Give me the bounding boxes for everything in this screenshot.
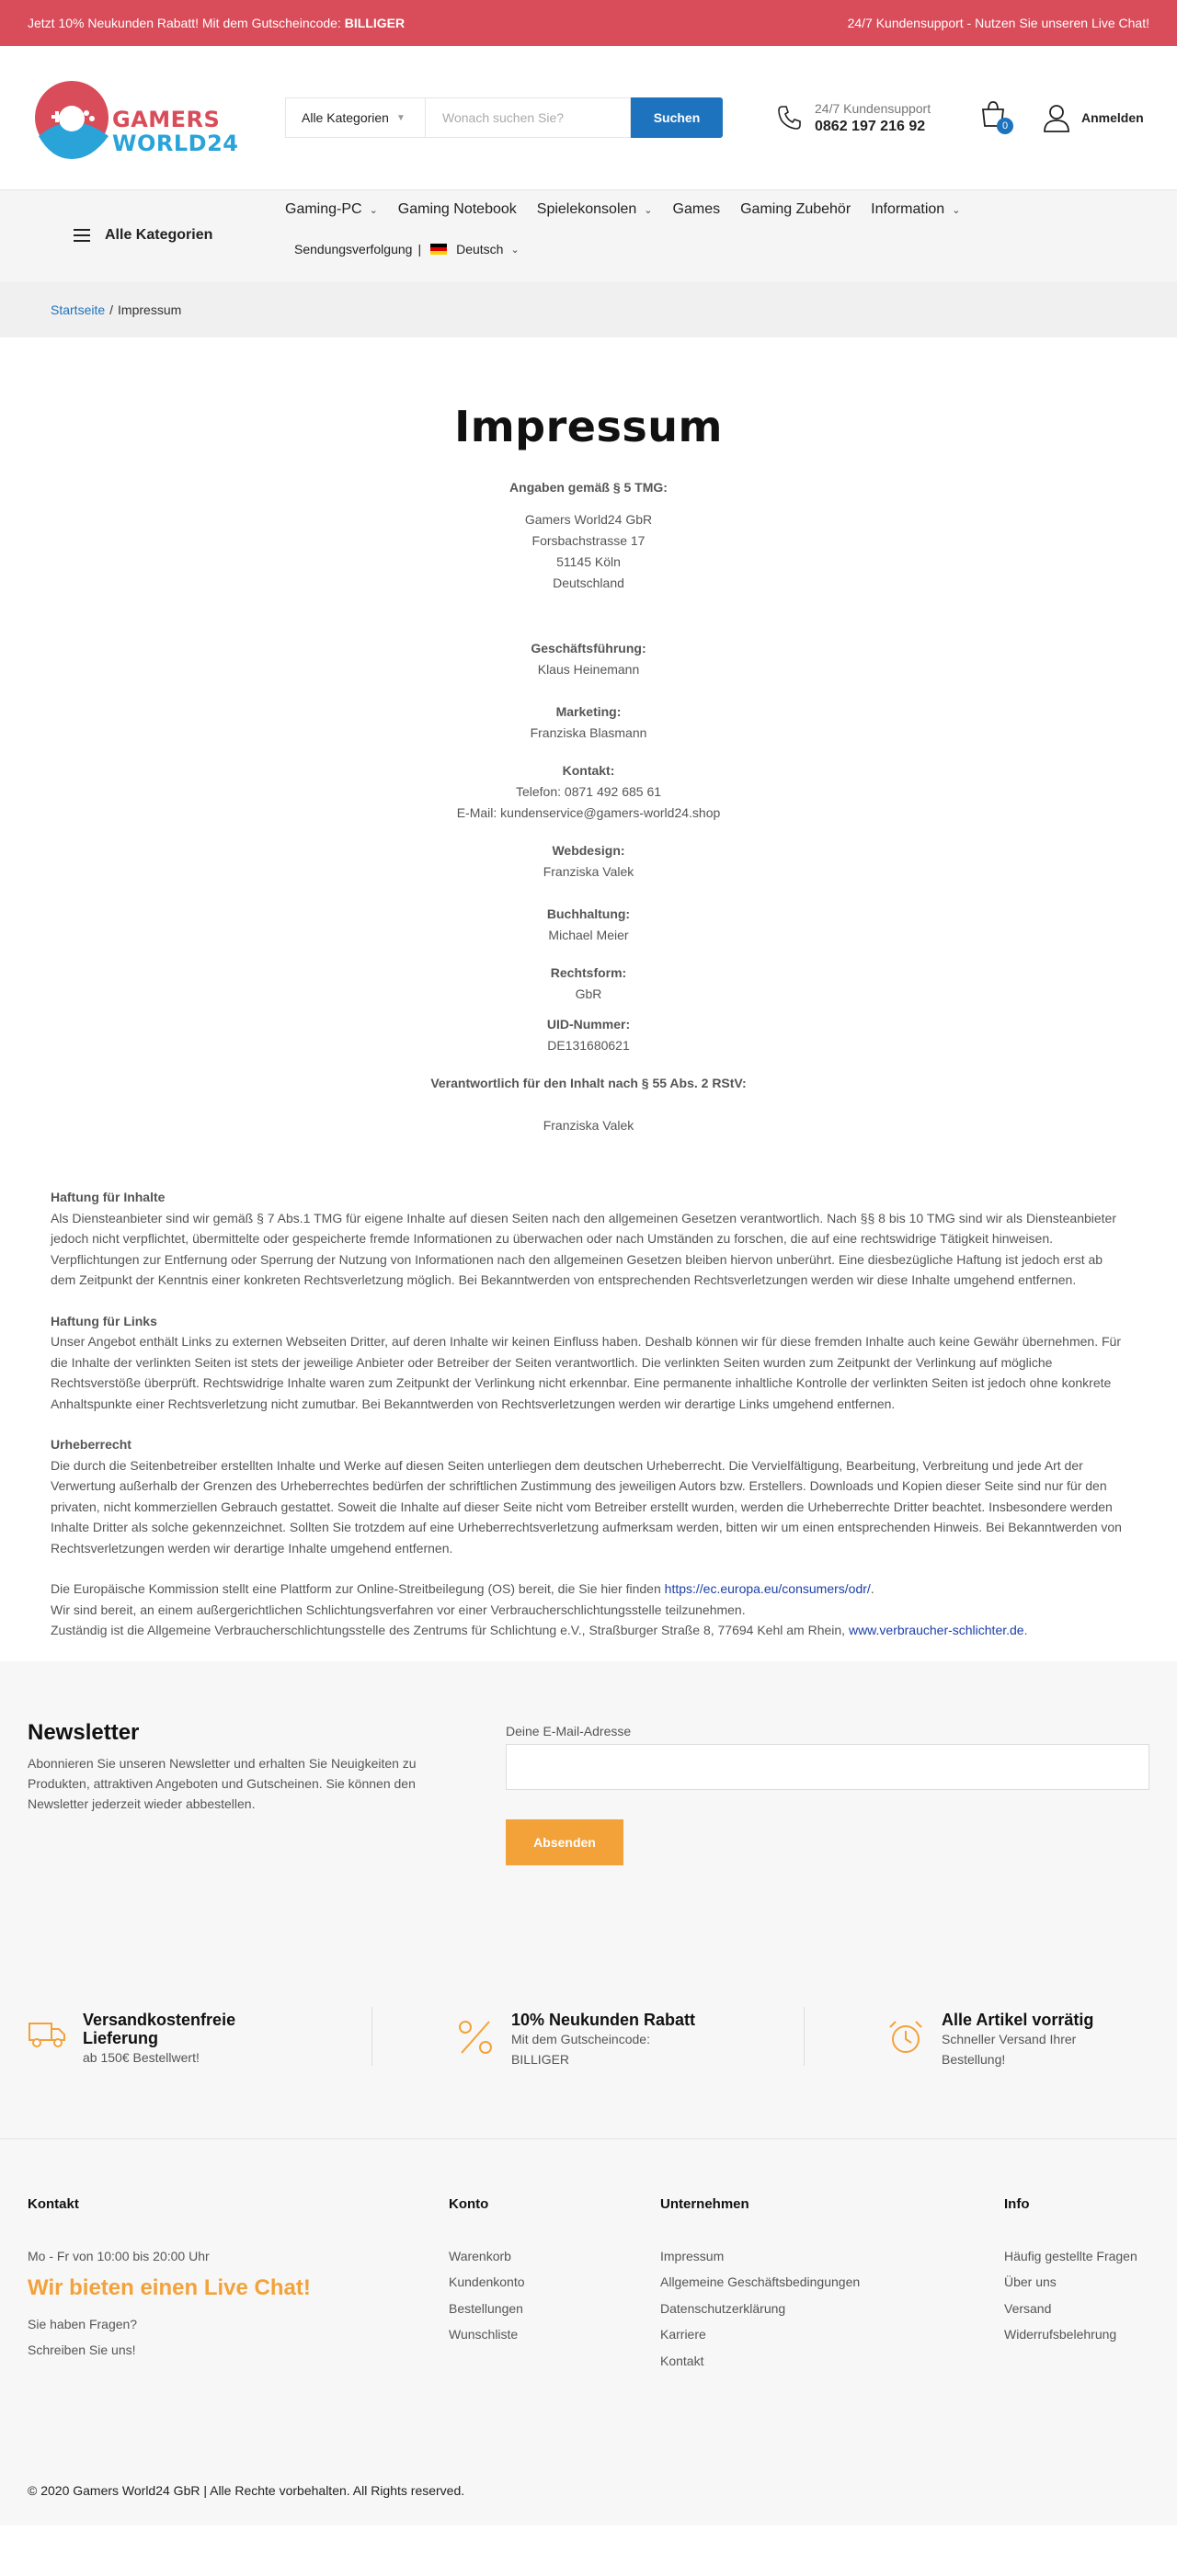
footer-link-shipping[interactable]: Versand [1004, 2300, 1052, 2316]
footer-link-orders[interactable]: Bestellungen [449, 2300, 523, 2316]
tmg-heading: Angaben gemäß § 5 TMG: [509, 480, 668, 495]
footer-contact-heading: Kontakt [28, 2195, 79, 2212]
truck-icon [28, 2018, 66, 2049]
odr-text-3: Zuständig ist die Allgemeine Verbraucherschlichtungsstelle des Zentrums für Schlichtung e.V., Straßburger Straße 8, 77694 Kehl am Rhein, [51, 1623, 849, 1637]
search-bar [285, 97, 723, 138]
footer-contact [28, 2196, 311, 2363]
login-label: Anmelden [1081, 110, 1144, 125]
copyright-notice: © 2020 Gamers World24 GbR | Alle Rechte vorbehalten. All Rights reserved. [28, 2482, 465, 2498]
menu-icon [74, 229, 90, 242]
newsletter-email-label: Deine E-Mail-Adresse [506, 1723, 632, 1738]
feature-stock [886, 2011, 1116, 2069]
nav-item-gaming-pc[interactable] [285, 201, 378, 218]
management-heading: Geschäftsführung: [531, 641, 646, 655]
feature-discount [456, 2011, 695, 2069]
responsible-block [0, 1073, 1177, 1136]
footer-company [660, 2196, 860, 2375]
nav-item-label: Gaming-PC [285, 201, 362, 217]
nav-item-gaming-zubehoer[interactable] [740, 201, 851, 218]
footer-info [1004, 2196, 1137, 2348]
footer-info-heading: Info [1004, 2195, 1030, 2212]
nav-menu [285, 201, 960, 218]
uid-block [0, 1014, 1177, 1056]
feature-shipping [28, 2011, 257, 2068]
webdesign-heading: Webdesign: [552, 843, 625, 858]
live-chat-link[interactable]: Wir bieten einen Live Chat! [28, 2274, 311, 2300]
footer-write-us: Schreiben Sie uns! [28, 2342, 136, 2357]
breadcrumb [0, 282, 1177, 337]
newsletter-text: Abonnieren Sie unseren Newsletter und erhalten Sie Neuigkeiten zu Produkten, attraktiven Angeboten und Gutscheinen. Sie können den Newsletter jederzeit wieder abbestellen. [28, 1755, 417, 1811]
footer-link-wishlist[interactable]: Wunschliste [449, 2327, 519, 2342]
footer-account-heading: Konto [449, 2195, 489, 2212]
webdesign-name: Franziska Valek [543, 864, 634, 879]
feature-title: Alle Artikel vorrätig [942, 2010, 1094, 2029]
management-name: Klaus Heinemann [537, 662, 640, 677]
chevron-down-icon: ⌄ [952, 204, 961, 216]
percent-icon [456, 2018, 495, 2057]
newsletter-submit-button[interactable]: Absenden [506, 1819, 623, 1865]
accounting-name: Michael Meier [548, 928, 629, 942]
chevron-down-icon: ⌄ [510, 244, 520, 256]
footer-company-heading: Unternehmen [660, 2195, 749, 2212]
liability-links-heading: Haftung für Links [51, 1313, 157, 1328]
street: Forsbachstrasse 17 [531, 533, 646, 548]
cart-count-badge: 0 [997, 118, 1013, 134]
chevron-down-icon: ⌄ [644, 204, 653, 216]
chevron-down-icon: ▼ [395, 112, 406, 123]
copyright-heading: Urheberrecht [51, 1437, 131, 1452]
divider [804, 2007, 805, 2066]
alarm-clock-icon [886, 2018, 925, 2057]
phone-icon [776, 104, 804, 131]
footer-link-faq[interactable]: Häufig gestellte Fragen [1004, 2248, 1137, 2263]
promo-text: Jetzt 10% Neukunden Rabatt! Mit dem Gutscheincode: [28, 16, 345, 30]
legalform-heading: Rechtsform: [550, 965, 627, 980]
newsletter-section [0, 1661, 1177, 1974]
accounting-block [0, 904, 1177, 946]
site-footer [0, 2139, 1177, 2525]
legalform-block [0, 963, 1177, 1005]
logo-line-2: WORLD24 [112, 131, 239, 156]
accounting-heading: Buchhaltung: [546, 906, 631, 921]
nav-item-games[interactable] [673, 201, 721, 218]
arbitration-link[interactable]: www.verbraucher-schlichter.de [848, 1623, 1024, 1637]
breadcrumb-current: Impressum [118, 302, 182, 317]
newsletter-title: Newsletter [28, 1719, 140, 1745]
chevron-down-icon: ⌄ [369, 204, 378, 216]
legalform-value: GbR [575, 986, 602, 1001]
contact-phone: Telefon: 0871 492 685 61 [515, 784, 662, 799]
feature-subtitle: ab 150€ Bestellwert! [83, 2049, 200, 2065]
footer-link-cart[interactable]: Warenkorb [449, 2248, 511, 2263]
contact-block [0, 760, 1177, 824]
support-label: 24/7 Kundensupport [815, 101, 931, 116]
marketing-block [0, 701, 1177, 744]
feature-title: Versandkostenfreie Lieferung [83, 2010, 236, 2047]
uid-heading: UID-Nummer: [546, 1017, 631, 1032]
footer-link-about[interactable]: Über uns [1004, 2274, 1057, 2289]
feature-title: 10% Neukunden Rabatt [511, 2010, 696, 2029]
logo-line-1: GAMERS [112, 107, 221, 132]
nav-secondary [294, 242, 520, 256]
uid-value: DE131680621 [547, 1038, 630, 1053]
liability-content-text: Als Diensteanbieter sind wir gemäß § 7 Abs.1 TMG für eigene Inhalte auf diesen Seiten nach den allgemeinen Gesetzen verantwortlich. Nach §§ 8 bis 10 TMG sind wir als Diensteanbieter jedoch nicht verpflichtet, übermittelte oder gespeicherte fremde Informationen zu überwachen oder nach Umständen zu forschen, die auf eine rechtswidrige Tätigkeit hinweisen. Verpflichtungen zur Entfernung oder Sperrung der Nutzung von Informationen nach den allgemeinen Gesetzen bleiben hiervon unberührt. Eine diesbezügliche Haftung ist jedoch erst ab dem Zeitpunkt der Kenntnis einer konkreten Rechtsverletzung möglich. Bei Bekanntwerden von entsprechenden Rechtsverletzungen werden wir diese Inhalte umgehend entfernen. [51, 1210, 1116, 1287]
webdesign-block [0, 840, 1177, 883]
country: Deutschland [553, 576, 624, 590]
nav-item-gaming-notebook[interactable] [398, 201, 517, 218]
legal-text [0, 1136, 1177, 1641]
nav-item-tracking[interactable]: Sendungsverfolgung [294, 242, 413, 256]
footer-link-impressum[interactable]: Impressum [660, 2248, 725, 2263]
contact-email: E-Mail: kundenservice@gamers-world24.shop [456, 805, 721, 820]
footer-account [449, 2196, 525, 2348]
all-categories-label: Alle Kategorien [105, 227, 213, 243]
page-title: Impressum [454, 402, 723, 451]
marketing-heading: Marketing: [555, 704, 622, 719]
support-message[interactable]: 24/7 Kundensupport - Nutzen Sie unseren Live Chat! [847, 16, 1149, 30]
promo-code: BILLIGER [344, 16, 406, 30]
user-icon [1043, 103, 1070, 132]
copyright-text: Die durch die Seitenbetreiber erstellten Inhalte und Werke auf diesen Seiten unterliegen dem deutschen Urheberrecht. Die Vervielfältigung, Bearbeitung, Verbreitung und jede Art der Verwertung außerhalb der Grenzen des Urheberrechtes bedürfen der schriftlichen Zustimmung des jeweiligen Autors bzw. Erstellers. Downloads und Kopien dieser Seite sind nur für den privaten, nicht kommerziellen Gebrauch gestattet. Soweit die Inhalte auf dieser Seite nicht vom Betreiber erstellt wurden, werden die Urheberrechte Dritter beachtet. Insbesondere werden Inhalte Dritter als solche gekennzeichnet. Sollten Sie trotzdem auf eine Urheberrechtsverletzung aufmerksam werden, bitten wir um einen entsprechenden Hinweis. Bei Bekanntwerden von Rechtsverletzungen werden wir derartige Inhalte umgehend entfernen. [51, 1457, 1122, 1556]
footer-link-contact[interactable]: Kontakt [660, 2353, 704, 2368]
login-button[interactable] [1043, 103, 1144, 132]
breadcrumb-home-link[interactable]: Startseite [51, 302, 106, 317]
all-categories-button[interactable] [74, 227, 212, 244]
main-navigation [0, 189, 1177, 282]
footer-link-account[interactable]: Kundenkonto [449, 2274, 525, 2289]
marketing-name: Franziska Blasmann [530, 725, 647, 740]
nav-item-information[interactable] [871, 201, 960, 218]
site-header [0, 46, 1177, 189]
nav-item-label: Gaming Notebook [397, 201, 517, 217]
odr-text: Die Europäische Kommission stellt eine Plattform zur Online-Streitbeilegung (OS) bereit, die Sie hier finden [51, 1581, 665, 1596]
divider [371, 2007, 372, 2066]
address-block [0, 477, 1177, 594]
footer-link-withdrawal[interactable]: Widerrufsbelehrung [1004, 2327, 1117, 2342]
impressum-section [0, 337, 1177, 1136]
footer-link-privacy[interactable]: Datenschutzerklärung [660, 2300, 786, 2316]
nav-item-label: Gaming Zubehör [740, 201, 851, 217]
nav-item-spielekonsolen[interactable] [537, 201, 653, 218]
footer-link-careers[interactable]: Karriere [660, 2327, 706, 2342]
divider: | [417, 242, 422, 256]
search-button[interactable]: Suchen [631, 97, 723, 138]
logo-text [112, 108, 238, 155]
responsible-name: Franziska Valek [543, 1118, 634, 1133]
nav-item-label: Games [672, 201, 721, 217]
opening-hours: Mo - Fr von 10:00 bis 20:00 Uhr [28, 2248, 210, 2263]
nav-item-label: Information [871, 201, 945, 217]
gamepad-logo-icon [28, 67, 120, 168]
footer-link-terms[interactable]: Allgemeine Geschäftsbedingungen [660, 2274, 861, 2289]
contact-heading: Kontakt: [562, 763, 615, 778]
odr-paragraph: Die Europäische Kommission stellt eine Plattform zur Online-Streitbeilegung (OS) bereit, die Sie hier finden https://ec.europa.eu/consumers/odr/. Wir sind bereit, an einem außergerichtlichen Schlichtungsverfahren vor einer Verbraucherschlichtungsstelle teilzunehmen. Zuständig ist die Allgemeine Verbraucherschlichtungsstelle des Zentrums für Schlichtung e.V., Straßburger Straße 8, 77694 Kehl am Rhein, www.verbraucher-schlichter.de. [51, 1581, 1028, 1637]
category-select[interactable] [285, 97, 425, 138]
cart-button[interactable] [978, 99, 1008, 131]
odr-link[interactable]: https://ec.europa.eu/consumers/odr/ [664, 1581, 871, 1596]
language-select[interactable]: Deutsch [456, 242, 504, 256]
promo-message [28, 16, 405, 30]
liability-links-text: Unser Angebot enthält Links zu externen Webseiten Dritter, auf deren Inhalte wir keinen Einfluss haben. Deshalb können wir für diese fremden Inhalte auch keine Gewähr übernehmen. Für die Inhalte der verlinkten Seiten ist stets der jeweilige Anbieter oder Betreiber der Seiten verantwortlich. Die verlinkten Seiten wurden zum Zeitpunkt der Verlinkung auf mögliche Rechtsverstöße überprüft. Rechtswidrige Inhalte waren zum Zeitpunkt der Verlinkung nicht erkennbar. Eine permanente inhaltliche Kontrolle der verlinkten Seiten ist jedoch ohne konkrete Anhaltspunkte einer Rechtsverletzung nicht zumutbar. Bei Bekanntwerden von Rechtsverletzungen werden wir derartige Links umgehend entfernen. [51, 1334, 1121, 1411]
responsible-heading: Verantwortlich für den Inhalt nach § 55 Abs. 2 RStV: [430, 1076, 747, 1090]
odr-text-2: Wir sind bereit, an einem außergerichtlichen Schlichtungsverfahren vor einer Verbraucherschlichtungsstelle teilzunehmen. [51, 1601, 746, 1617]
feature-subtitle: Mit dem Gutscheincode: BILLIGER [511, 2031, 650, 2067]
footer-questions: Sie haben Fragen? [28, 2316, 138, 2331]
search-input[interactable] [425, 97, 631, 138]
category-select-value: Alle Kategorien [302, 110, 389, 125]
city: 51145 Köln [556, 554, 621, 569]
promo-bar [0, 0, 1177, 46]
phone-support [776, 99, 931, 136]
breadcrumb-separator: / [109, 302, 114, 317]
logo[interactable] [28, 67, 248, 168]
liability-content-heading: Haftung für Inhalte [51, 1190, 166, 1204]
management-block [0, 638, 1177, 680]
company-name: Gamers World24 GbR [524, 512, 653, 527]
features-strip [0, 1974, 1177, 2139]
nav-item-label: Spielekonsolen [536, 201, 637, 217]
german-flag-icon [430, 244, 447, 255]
support-phone[interactable]: 0862 197 216 92 [815, 119, 926, 134]
feature-subtitle: Schneller Versand Ihrer Bestellung! [942, 2031, 1077, 2067]
newsletter-email-input[interactable] [506, 1744, 1149, 1790]
